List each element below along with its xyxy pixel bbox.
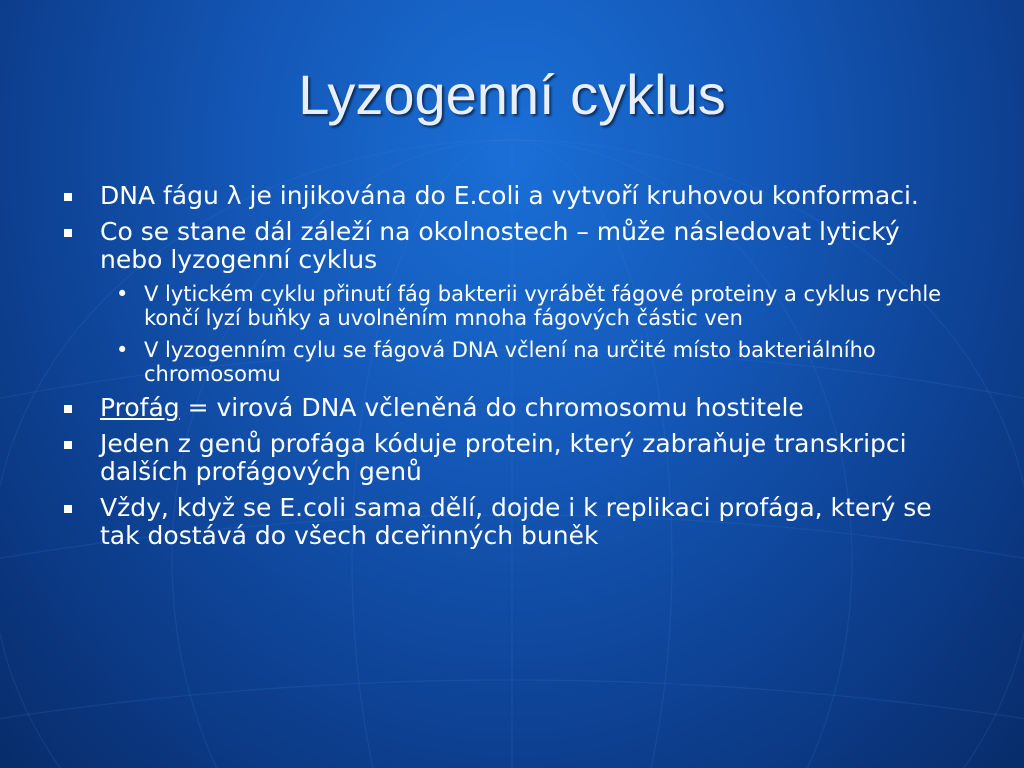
- slide-title: Lyzogenní cyklus: [298, 63, 726, 126]
- bullet-item: [62, 394, 962, 422]
- bullet-text: Jeden z genů profága kóduje protein, který zabraňuje transkripci dalších profágových genů: [100, 429, 907, 486]
- square-bullet-icon: [64, 441, 72, 449]
- bullet-item: [62, 182, 962, 210]
- profag-term: Profág: [100, 393, 180, 422]
- bullet-item: [62, 218, 962, 274]
- square-bullet-icon: [64, 405, 72, 413]
- dot-bullet-icon: •: [116, 282, 129, 306]
- bullet-item: [62, 430, 962, 486]
- bullet-item: [62, 494, 962, 550]
- sub-bullet-text: V lytickém cyklu přinutí fág bakterii vyrábět fágové proteiny a cyklus rychle končí lyzí buňky a uvolněním mnoha fágových částic ven: [144, 282, 942, 330]
- bullet-text: Vždy, když se E.coli sama dělí, dojde i k replikaci profága, který se tak dostává do všech dceřinných buněk: [100, 493, 932, 550]
- sub-bullet-item: [62, 338, 962, 386]
- slide-content: [62, 182, 962, 558]
- globe-parallel: [0, 680, 1024, 720]
- sub-bullet-text: V lyzogenním cylu se fágová DNA včlení na určité místo bakteriálního chromosomu: [144, 338, 876, 386]
- bullet-text: Co se stane dál záleží na okolnostech – může následovat lytický nebo lyzogenní cyklus: [100, 217, 900, 274]
- bullet-text: = virová DNA včleněná do chromosomu hostitele: [179, 393, 804, 422]
- square-bullet-icon: [64, 193, 72, 201]
- square-bullet-icon: [64, 229, 72, 237]
- dot-bullet-icon: •: [116, 338, 129, 362]
- bullet-text: DNA fágu λ je injikována do E.coli a vytvoří kruhovou konformaci.: [100, 181, 919, 210]
- sub-bullet-item: [62, 282, 962, 330]
- square-bullet-icon: [64, 505, 72, 513]
